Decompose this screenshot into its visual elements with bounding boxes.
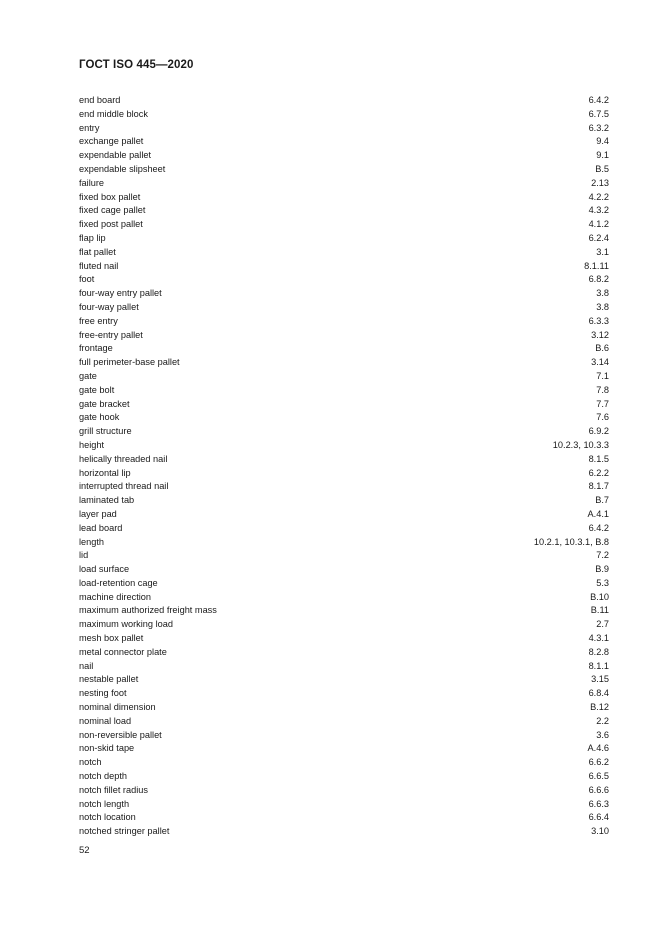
index-reference: 8.1.11	[584, 260, 609, 271]
index-term: four-way pallet	[79, 301, 139, 312]
index-entry	[79, 453, 609, 467]
index-entry	[79, 108, 609, 122]
index-term: free-entry pallet	[79, 329, 143, 340]
index-term: notch location	[79, 812, 136, 823]
index-term: exchange pallet	[79, 136, 144, 147]
index-entry	[79, 549, 609, 563]
index-term: gate bolt	[79, 384, 115, 395]
index-reference: A.4.6	[587, 743, 609, 754]
index-entry	[79, 660, 609, 674]
index-reference: 2.2	[596, 715, 609, 726]
index-term: length	[79, 536, 105, 547]
index-reference: 6.3.2	[588, 122, 609, 133]
index-reference: B.5	[595, 163, 609, 174]
index-reference: 10.2.1, 10.3.1, B.8	[533, 536, 609, 547]
index-term: free entry	[79, 315, 118, 326]
index-entry	[79, 563, 609, 577]
index-term: flap lip	[79, 232, 106, 243]
index-term: grill structure	[79, 426, 132, 437]
index-entry	[79, 729, 609, 743]
index-entry	[79, 508, 609, 522]
index-term: end middle block	[79, 108, 148, 119]
index-reference: 4.2.2	[588, 191, 609, 202]
index-entry	[79, 260, 609, 274]
index-entry	[79, 411, 609, 425]
index-reference: 7.2	[596, 550, 609, 561]
index-term: entry	[79, 122, 100, 133]
index-entry	[79, 480, 609, 494]
index-reference: 7.1	[596, 370, 609, 381]
page-number: 52	[79, 845, 90, 856]
index-entry	[79, 301, 609, 315]
index-term: metal connector plate	[79, 646, 167, 657]
index-reference: 3.12	[591, 329, 609, 340]
index-term: helically threaded nail	[79, 453, 168, 464]
index-list	[79, 94, 609, 839]
index-term: notch	[79, 757, 102, 768]
index-term: maximum authorized freight mass	[79, 605, 217, 616]
index-entry	[79, 701, 609, 715]
index-term: notch length	[79, 798, 130, 809]
index-entry	[79, 370, 609, 384]
index-term: horizontal lip	[79, 467, 131, 478]
index-entry	[79, 356, 609, 370]
index-reference: 6.4.2	[588, 95, 609, 105]
index-reference: 10.2.3, 10.3.3	[552, 439, 609, 450]
index-entry	[79, 742, 609, 756]
index-reference: 2.13	[591, 177, 609, 188]
index-term: non-skid tape	[79, 743, 135, 754]
index-reference: B.9	[595, 564, 609, 575]
index-term: nestable pallet	[79, 674, 139, 685]
index-term: fluted nail	[79, 260, 119, 271]
index-reference: 6.6.2	[588, 757, 609, 768]
index-term: mesh box pallet	[79, 633, 144, 644]
index-term: notched stringer pallet	[79, 826, 170, 837]
index-entry	[79, 177, 609, 191]
index-reference: 7.6	[596, 412, 609, 423]
index-reference: 6.6.5	[588, 771, 609, 782]
index-reference: 3.15	[591, 674, 609, 685]
index-entry	[79, 384, 609, 398]
index-reference: 6.9.2	[588, 426, 609, 437]
index-entry	[79, 715, 609, 729]
index-entry	[79, 163, 609, 177]
index-term: foot	[79, 274, 95, 285]
index-entry	[79, 770, 609, 784]
index-reference: 4.1.2	[588, 219, 609, 230]
index-term: layer pad	[79, 508, 117, 519]
index-entry	[79, 825, 609, 839]
index-reference: 5.3	[596, 577, 609, 588]
index-term: non-reversible pallet	[79, 729, 162, 740]
index-entry	[79, 149, 609, 163]
index-term: expendable slipsheet	[79, 163, 166, 174]
index-entry	[79, 494, 609, 508]
index-entry	[79, 232, 609, 246]
index-entry	[79, 94, 609, 108]
index-term: height	[79, 439, 105, 450]
index-reference: 4.3.2	[588, 205, 609, 216]
index-entry	[79, 204, 609, 218]
index-term: expendable pallet	[79, 150, 152, 161]
index-term: lead board	[79, 522, 123, 533]
index-reference: B.6	[595, 343, 609, 354]
index-term: fixed post pallet	[79, 219, 143, 230]
index-reference: 3.6	[596, 729, 609, 740]
index-entry	[79, 604, 609, 618]
index-reference: 6.8.2	[588, 274, 609, 285]
index-reference: 4.3.1	[588, 633, 609, 644]
index-entry	[79, 811, 609, 825]
index-term: fixed box pallet	[79, 191, 141, 202]
index-term: gate hook	[79, 412, 120, 423]
index-reference: 6.6.4	[588, 812, 609, 823]
index-term: interrupted thread nail	[79, 481, 169, 492]
index-term: nominal load	[79, 715, 132, 726]
index-reference: B.11	[590, 605, 609, 616]
index-entry	[79, 315, 609, 329]
index-entry	[79, 191, 609, 205]
index-reference: 3.1	[596, 246, 609, 257]
index-term: load-retention cage	[79, 577, 158, 588]
index-entry	[79, 756, 609, 770]
index-entry	[79, 135, 609, 149]
index-reference: 8.1.5	[588, 453, 609, 464]
index-reference: 3.14	[591, 357, 609, 368]
index-entry	[79, 646, 609, 660]
index-reference: 6.2.2	[588, 467, 609, 478]
index-reference: 6.6.6	[588, 784, 609, 795]
index-entry	[79, 632, 609, 646]
index-reference: 2.7	[596, 619, 609, 630]
index-term: gate bracket	[79, 398, 130, 409]
index-term: load surface	[79, 564, 130, 575]
index-term: full perimeter-base pallet	[79, 357, 180, 368]
index-entry	[79, 798, 609, 812]
index-term: laminated tab	[79, 495, 135, 506]
index-reference: 6.2.4	[588, 232, 609, 243]
index-reference: 7.7	[596, 398, 609, 409]
index-term: notch fillet radius	[79, 784, 148, 795]
index-entry	[79, 536, 609, 550]
index-entry	[79, 246, 609, 260]
index-entry	[79, 342, 609, 356]
index-reference: 6.8.4	[588, 688, 609, 699]
index-term: nail	[79, 660, 94, 671]
index-entry	[79, 398, 609, 412]
index-entry	[79, 591, 609, 605]
index-reference: 6.3.3	[588, 315, 609, 326]
index-entry	[79, 273, 609, 287]
index-term: machine direction	[79, 591, 152, 602]
index-entry	[79, 287, 609, 301]
index-reference: 8.1.7	[588, 481, 609, 492]
index-reference: 8.2.8	[588, 646, 609, 657]
index-entry	[79, 577, 609, 591]
index-term: end board	[79, 95, 121, 105]
index-entry	[79, 467, 609, 481]
index-term: frontage	[79, 343, 113, 354]
index-reference: 7.8	[596, 384, 609, 395]
index-term: flat pallet	[79, 246, 116, 257]
index-reference: A.4.1	[587, 508, 609, 519]
index-reference: 9.4	[596, 136, 609, 147]
document-header: ГОСТ ISO 445—2020	[79, 59, 194, 71]
index-reference: 6.7.5	[588, 108, 609, 119]
index-reference: 8.1.1	[588, 660, 609, 671]
index-reference: 3.8	[596, 301, 609, 312]
index-entry	[79, 218, 609, 232]
index-term: gate	[79, 370, 97, 381]
index-term: notch depth	[79, 771, 128, 782]
index-reference: 6.6.3	[588, 798, 609, 809]
index-term: nesting foot	[79, 688, 127, 699]
index-entry	[79, 122, 609, 136]
index-entry	[79, 425, 609, 439]
index-entry	[79, 784, 609, 798]
index-term: four-way entry pallet	[79, 288, 162, 299]
index-entry	[79, 439, 609, 453]
index-reference: 6.4.2	[588, 522, 609, 533]
index-reference: B.7	[595, 495, 609, 506]
index-entry	[79, 673, 609, 687]
index-entry	[79, 329, 609, 343]
index-entry	[79, 687, 609, 701]
index-reference: 3.8	[596, 288, 609, 299]
index-reference: B.12	[590, 702, 609, 713]
index-entry	[79, 522, 609, 536]
index-term: lid	[79, 550, 89, 561]
index-term: fixed cage pallet	[79, 205, 146, 216]
index-reference: 9.1	[596, 150, 609, 161]
index-term: failure	[79, 177, 105, 188]
index-reference: B.10	[590, 591, 609, 602]
index-term: nominal dimension	[79, 702, 156, 713]
index-term: maximum working load	[79, 619, 173, 630]
index-reference: 3.10	[591, 826, 609, 837]
index-entry	[79, 618, 609, 632]
